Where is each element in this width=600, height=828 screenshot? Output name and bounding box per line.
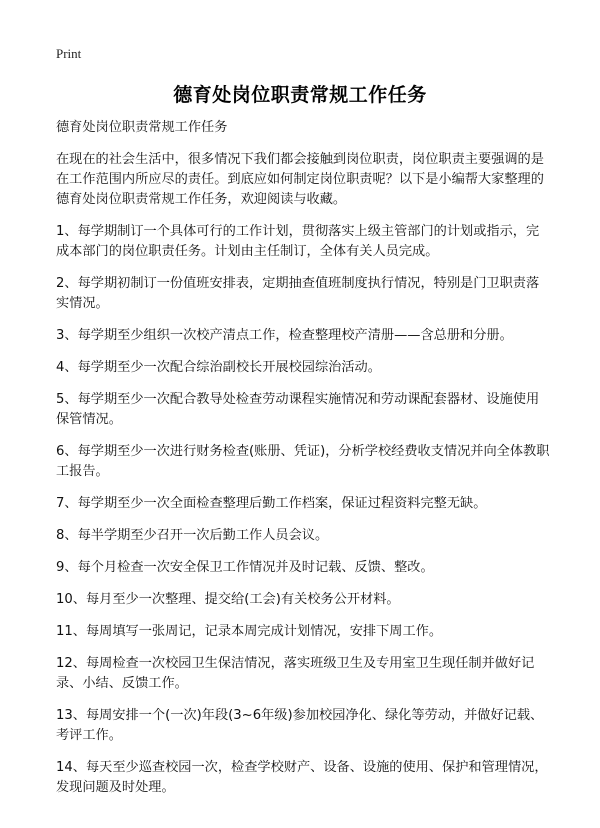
document-body (56, 118, 550, 810)
duty-item: 7、每学期至少一次全面检查整理后勤工作档案，保证过程资料完整无缺。 (56, 496, 487, 511)
duty-item: 1、每学期制订一个具体可行的工作计划，贯彻落实上级主管部门的计划或指示，完成本部门的岗位职责任务。计划由主任制订，全体有关人员完成。 (56, 224, 540, 259)
duty-item: 2、每学期初制订一份值班安排表，定期抽查值班制度执行情况，特别是门卫职责落实情况。 (56, 276, 540, 311)
duty-item: 5、每学期至少一次配合教导处检查劳动课程实施情况和劳动课配套器材、设施使用保管情况。 (56, 392, 540, 427)
intro-paragraph: 在现在的社会生活中，很多情况下我们都会接触到岗位职责，岗位职责主要强调的是在工作范围内所应尽的责任。到底应如何制定岗位职责呢？以下是小编帮大家整理的德育处岗位职责常规工作任务，欢迎阅读与收藏。 (56, 152, 544, 207)
duty-item: 9、每个月检查一次安全保卫工作情况并及时记载、反馈、整改。 (56, 560, 434, 575)
document-subtitle: 德育处岗位职责常规工作任务 (56, 120, 228, 135)
duty-item: 3、每学期至少组织一次校产清点工作，检查整理校产清册——含总册和分册。 (56, 328, 513, 343)
duty-item: 4、每学期至少一次配合综治副校长开展校园综治活动。 (56, 360, 381, 375)
duty-item: 10、每月至少一次整理、提交给(工会)有关校务公开材料。 (56, 592, 400, 607)
duty-item: 13、每周安排一个(一次)年段(3~6年级)参加校园净化、绿化等劳动，并做好记载、考评工作。 (56, 708, 544, 743)
duty-item: 6、每学期至少一次进行财务检查(账册、凭证)，分析学校经费收支情况并向全体教职工报告。 (56, 444, 550, 479)
print-label: Print (56, 46, 82, 61)
document-title: 德育处岗位职责常规工作任务 (173, 84, 427, 106)
duty-item: 11、每周填写一张周记，记录本周完成计划情况，安排下周工作。 (56, 624, 443, 639)
duty-item: 14、每天至少巡查校园一次，检查学校财产、设备、设施的使用、保护和管理情况，发现问题及时处理。 (56, 760, 548, 795)
duty-item: 12、每周检查一次校园卫生保洁情况，落实班级卫生及专用室卫生现任制并做好记录、小结、反馈工作。 (56, 656, 535, 691)
duty-item: 8、每半学期至少召开一次后勤工作人员会议。 (56, 528, 329, 543)
